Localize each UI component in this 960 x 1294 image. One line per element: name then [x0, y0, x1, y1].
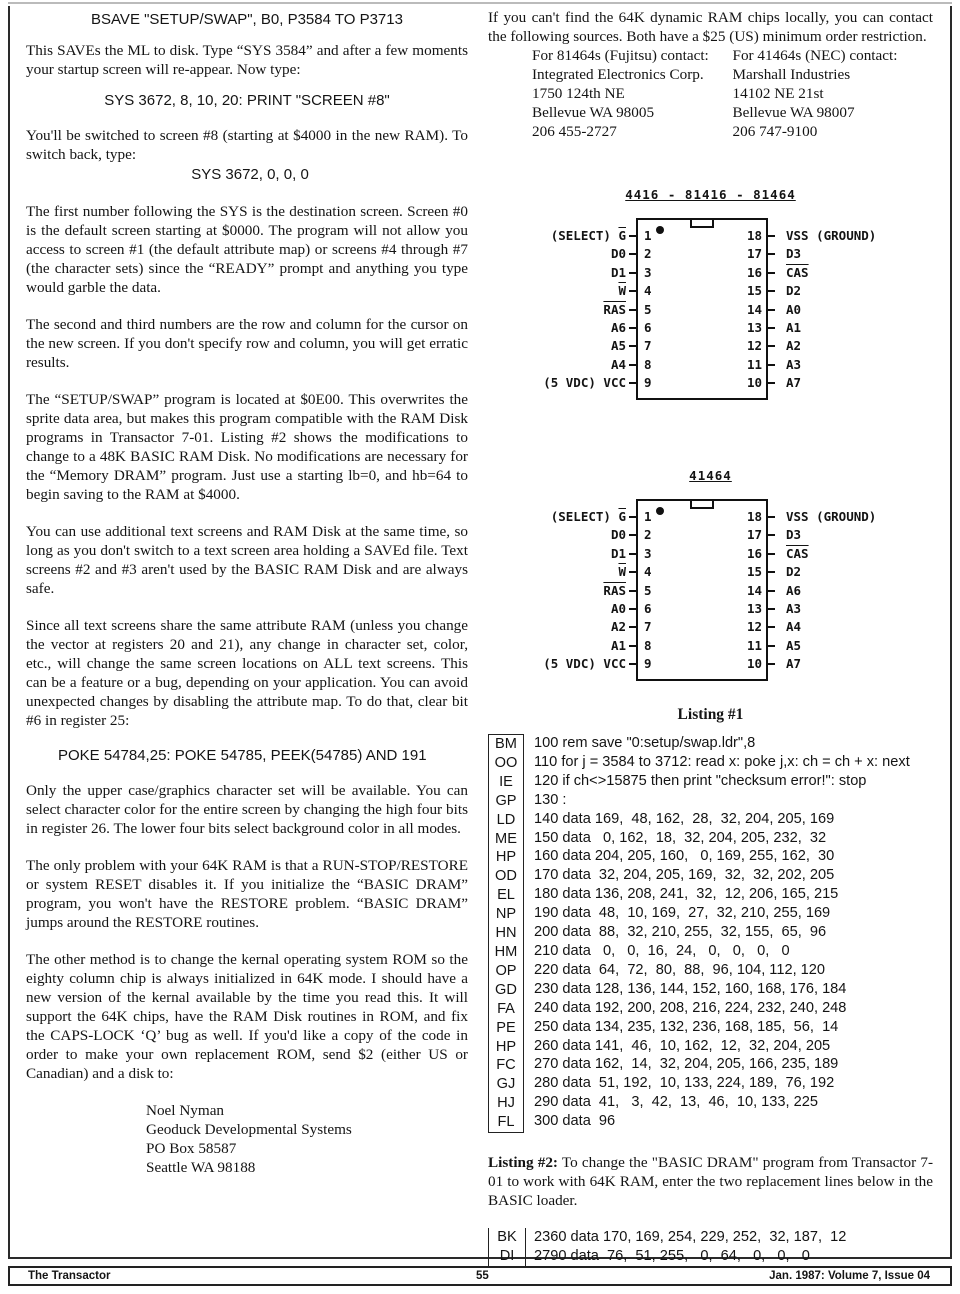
pin-label: A5 — [610, 338, 626, 354]
pin-number: 2 — [644, 527, 652, 543]
code-line: 230 data 128, 136, 144, 152, 160, 168, 176, 184 — [534, 980, 847, 997]
pin-right-17 — [488, 245, 933, 263]
chip-pinout-diagram — [488, 218, 933, 418]
pin-number: 15 — [746, 564, 762, 580]
pin-number: 11 — [746, 356, 762, 372]
pin-label: A1 — [610, 637, 626, 653]
pin-number: 16 — [746, 264, 762, 280]
page-top-rule — [8, 2, 952, 4]
pin-number: 6 — [644, 601, 652, 616]
pin-right-12 — [488, 337, 933, 355]
pin-label: (SELECT) $\overline{G}$ — [550, 509, 626, 524]
pin-right-14 — [488, 582, 933, 600]
paragraph: Since all text screens share the same attribute RAM (unless you change the vector at registers 20 and 21), any change in character set, color, etc., will change the same screen locations on ALL text screens. This can be a feature or a bug, depending on your application. You can avoid unexpected changes by disabling the attribute map. To do that, clear bit #6 in register 25: — [26, 617, 468, 729]
author-address — [146, 1101, 468, 1177]
contact-line: Integrated Electronics Corp. — [532, 66, 704, 83]
chip-pinout-diagram — [488, 499, 933, 699]
pin-number: 14 — [746, 582, 762, 598]
code-line: 2790 data 76, 51, 255, 0, 64, 0, 0, 0 — [534, 1247, 810, 1264]
checksum-code: FL — [497, 1114, 515, 1131]
pin-right-13 — [488, 319, 933, 337]
pin-right-18 — [488, 508, 933, 526]
checksum-code: OP — [495, 962, 517, 979]
checksum-code: NP — [495, 906, 517, 923]
code-poke: POKE 54784,25: POKE 54785, PEEK(54785) AND 191 — [58, 747, 427, 764]
code-line: 150 data 0, 162, 18, 32, 204, 205, 232, 32 — [534, 829, 827, 846]
pin-label: D1 — [610, 545, 626, 561]
pin-label: A0 — [610, 601, 626, 616]
paragraph: The first number following the SYS is the destination screen. Screen #0 is the default screen starting at $0000. The program will not allow you access to screen #1 (the default attribute map) or screens #4 through #7 (the character sets) since the “READY” prompt and anything you type would garble the data. — [26, 203, 468, 296]
pin-label: A2 — [610, 619, 626, 635]
pin-right-15 — [488, 282, 933, 300]
code-line: 270 data 162, 14, 32, 204, 205, 166, 235, 189 — [534, 1056, 839, 1073]
contact-fujitsu — [532, 46, 733, 141]
paragraph: You'll be switched to screen #8 (starting at $4000 in the new RAM). To switch back, type: — [26, 127, 468, 163]
page-footer — [8, 1266, 952, 1286]
code-line: 290 data 41, 3, 42, 13, 46, 10, 133, 225 — [534, 1094, 818, 1111]
code-line: 250 data 134, 235, 132, 236, 168, 185, 56, 14 — [534, 1018, 839, 1035]
pin-number: 16 — [746, 545, 762, 561]
pin-label: $\overline{W}$ — [618, 564, 626, 580]
basic-lines — [524, 734, 910, 1133]
right-column — [488, 8, 933, 1266]
address-line: Noel Nyman — [146, 1102, 225, 1119]
checksum-codes — [488, 734, 524, 1133]
paragraph: If you can't find the 64K dynamic RAM chips locally, you can contact the following sources. Both have a $25 (US) minimum order restriction. — [488, 9, 933, 45]
pin-lead — [768, 382, 775, 384]
listing2-code — [488, 1228, 933, 1266]
pin-lead — [768, 590, 775, 592]
publication-name: The Transactor — [28, 1270, 111, 1282]
pin-number: 7 — [644, 338, 652, 354]
pin-number: 5 — [644, 301, 652, 317]
listing2-label: Listing #2: — [488, 1154, 558, 1172]
code-line: 140 data 169, 48, 162, 28, 32, 204, 205, 169 — [534, 810, 835, 827]
code-line: 180 data 136, 208, 241, 32, 12, 206, 165, 215 — [534, 886, 839, 903]
checksum-code: FC — [496, 1057, 516, 1074]
pin-lead — [768, 309, 775, 311]
pin-number: 3 — [644, 264, 652, 280]
contact-line: Bellevue WA 98007 — [732, 104, 855, 121]
pin-label: A4 — [610, 356, 626, 372]
code-line: 280 data 51, 192, 10, 133, 224, 189, 76, 192 — [534, 1075, 835, 1092]
checksum-code: EL — [497, 887, 515, 904]
code-line: 170 data 32, 204, 205, 169, 32, 32, 202, 205 — [534, 867, 835, 884]
pin-label: $\overline{CAS}$ — [786, 264, 809, 280]
checksum-code: GP — [495, 792, 517, 809]
checksum-code: HM — [494, 943, 518, 960]
pin-number: 14 — [746, 301, 762, 317]
paragraph: The only problem with your 64K RAM is that a RUN-STOP/RESTORE or system RESET disables it. If you initialize the “BASIC DRAM” program, you won't have the RESTORE problem. “BASIC DRAM” jumps around the RESTORE routines. — [26, 857, 468, 931]
pin-number: 9 — [644, 375, 652, 391]
pin-label: $\overline{CAS}$ — [786, 545, 809, 561]
pin-label: A1 — [786, 320, 802, 335]
paragraph: The other method is to change the kernal operating system ROM so the eighty column chip is always initialized in 64K mode. I should have a new version of the kernal available by the time you read this. It will support the 64K chips, have the RAM Disk routines in ROM, and fix the CAPS-LOCK ‘Q’ bug as well. If you'd like a copy of the code in order to make your own replacement ROM, send $2 (either US or Canadian) and a disk to: — [26, 951, 468, 1082]
checksum-code: HP — [495, 1038, 517, 1055]
checksum-code: IE — [499, 773, 513, 790]
paragraph: The “SETUP/SWAP” program is located at $0E00. This overwrites the sprite data area, but makes this program compatible with the RAM Disk programs in Transactor 7-01. Listing #2 shows the modifications to change to a 48K BASIC RAM Disk. No modifications are necessary for the “Memory DRAM” program. Just use a starting lb=0, and hb=64 to begin saving to the RAM at $4000. — [26, 391, 468, 503]
pin-label: (SELECT) $\overline{G}$ — [550, 228, 626, 243]
pin-number: 18 — [746, 509, 762, 524]
code-bsave: BSAVE "SETUP/SWAP", B0, P3584 TO P3713 — [91, 11, 403, 28]
code-line: 220 data 64, 72, 80, 88, 96, 104, 112, 120 — [534, 961, 826, 978]
pin-number: 7 — [644, 619, 652, 635]
pin-number: 10 — [746, 656, 762, 672]
pin-lead — [768, 608, 775, 610]
pin-number: 15 — [746, 283, 762, 299]
pin-number: 8 — [644, 637, 652, 653]
pin-number: 8 — [644, 356, 652, 372]
contact-line: 14102 NE 21st — [732, 85, 824, 102]
pin-label: A3 — [786, 356, 802, 372]
pin-label: D2 — [786, 283, 802, 299]
page-number: 55 — [476, 1270, 489, 1282]
address-line: PO Box 58587 — [146, 1140, 237, 1157]
code-line: 200 data 88, 32, 210, 255, 32, 155, 65, 96 — [534, 924, 827, 941]
pin-lead — [768, 345, 775, 347]
pin-label: A0 — [786, 301, 802, 317]
pin-number: 9 — [644, 656, 652, 672]
pin-label: $\overline{W}$ — [618, 283, 626, 299]
pin-lead — [768, 645, 775, 647]
paragraph: Only the upper case/graphics character set will be available. You can select character color for the entire screen by changing the high four bits in register 26. The lower four bits select background color in all modes. — [26, 782, 468, 837]
code-line: 160 data 204, 205, 160, 0, 169, 255, 162, 30 — [534, 848, 835, 865]
code-line: 110 for j = 3584 to 3712: read x: poke j,x: ch = ch + x: next — [534, 753, 910, 770]
pin-label: A5 — [786, 637, 802, 653]
checksum-code: FA — [497, 1000, 515, 1017]
code-sys-back: SYS 3672, 0, 0, 0 — [191, 166, 309, 183]
pin-number: 3 — [644, 545, 652, 561]
code-line: 190 data 48, 10, 169, 27, 32, 210, 255, 169 — [534, 905, 831, 922]
pin-right-16 — [488, 545, 933, 563]
paragraph: This SAVEs the ML to disk. Type “SYS 3584” and after a few moments your startup screen will re-appear. Now type: — [26, 42, 468, 78]
pin-right-14 — [488, 301, 933, 319]
pin-right-17 — [488, 526, 933, 544]
pin-label: A6 — [610, 320, 626, 335]
pin-right-10 — [488, 374, 933, 392]
pin-label: D0 — [610, 246, 626, 262]
listing1-caption: Listing #1 — [677, 706, 744, 723]
pin-number: 4 — [644, 564, 652, 580]
pin-right-11 — [488, 637, 933, 655]
pin-label: A6 — [786, 582, 802, 598]
pin-number: 1 — [644, 228, 652, 243]
pin-number: 13 — [746, 601, 762, 616]
contact-line: For 81464s (Fujitsu) contact: — [532, 47, 709, 64]
pin-lead — [768, 235, 775, 237]
code-line: 260 data 141, 46, 10, 162, 12, 32, 204, 205 — [534, 1037, 831, 1054]
address-line: Seattle WA 98188 — [146, 1159, 256, 1176]
code-line: 120 if ch<>15875 then print "checksum error!": stop — [534, 772, 867, 789]
pin-number: 11 — [746, 637, 762, 653]
listing1-code — [488, 734, 933, 1133]
pin-number: 4 — [644, 283, 652, 299]
checksum-code: GJ — [496, 1076, 516, 1093]
left-column — [26, 8, 468, 1177]
code-line: 240 data 192, 200, 208, 216, 224, 232, 240, 248 — [534, 999, 847, 1016]
checksum-code: HN — [495, 925, 517, 942]
pin-label: D2 — [786, 564, 802, 580]
paragraph: You can use additional text screens and RAM Disk at the same time, so long as you don't switch to a text screen area holding a SAVEd file. Text screens #2 and #3 aren't used by the BASIC RAM Disk and are always safe. — [26, 523, 468, 597]
pin-lead — [768, 553, 775, 555]
contact-line: Marshall Industries — [732, 66, 851, 83]
chip-diagram-title: 4416 - 81416 - 81464 — [625, 187, 796, 202]
checksum-code: PE — [496, 1019, 516, 1036]
checksum-code: GD — [495, 981, 517, 998]
checksum-code: BM — [495, 736, 517, 752]
pin-number: 18 — [746, 228, 762, 243]
contact-line: Bellevue WA 98005 — [532, 104, 655, 121]
pin-lead — [768, 663, 775, 665]
pin-right-10 — [488, 655, 933, 673]
issue-info: Jan. 1987: Volume 7, Issue 04 — [769, 1270, 930, 1282]
contact-line: For 41464s (NEC) contact: — [732, 47, 898, 64]
pin-lead — [768, 364, 775, 366]
contact-nec — [733, 46, 934, 141]
pin-right-18 — [488, 227, 933, 245]
pin-lead — [768, 626, 775, 628]
checksum-codes — [488, 1228, 526, 1266]
pin-number: 17 — [746, 527, 762, 543]
pin-label: A7 — [786, 656, 802, 672]
pin-lead — [768, 290, 775, 292]
code-line: 130 : — [534, 791, 567, 808]
pin-label: D0 — [610, 527, 626, 543]
pin-lead — [768, 272, 775, 274]
pin-number: 2 — [644, 246, 652, 262]
pin-label: VSS (GROUND) — [786, 228, 877, 243]
supplier-contacts — [532, 46, 933, 141]
contact-line: 206 747-9100 — [732, 123, 818, 140]
pin-label: $\overline{RAS}$ — [603, 582, 626, 598]
checksum-code: ME — [495, 830, 517, 847]
pin-right-11 — [488, 356, 933, 374]
code-line: 2360 data 170, 169, 254, 229, 252, 32, 187, 12 — [534, 1229, 847, 1246]
code-line: 300 data 96 — [534, 1113, 616, 1130]
pin-lead — [768, 327, 775, 329]
code-line: 210 data 0, 0, 16, 24, 0, 0, 0, 0 — [534, 942, 790, 959]
checksum-code: OD — [495, 868, 517, 885]
pin-label: A4 — [786, 619, 802, 635]
checksum-code: LD — [496, 811, 516, 828]
pin-number: 12 — [746, 619, 762, 635]
pin-number: 6 — [644, 320, 652, 335]
code-line: 100 rem save "0:setup/swap.ldr",8 — [534, 735, 756, 751]
checksum-code: BK — [497, 1229, 517, 1246]
pin-lead — [768, 534, 775, 536]
chip-diagram-title: 41464 — [689, 468, 732, 483]
basic-lines — [526, 1228, 846, 1266]
pin-label: D3 — [786, 527, 802, 543]
pin-right-13 — [488, 600, 933, 618]
contact-line: 206 455-2727 — [532, 123, 617, 140]
pin-number: 17 — [746, 246, 762, 262]
pin-label: (5 VDC) VCC — [543, 375, 626, 391]
pin-number: 13 — [746, 320, 762, 335]
paragraph: The second and third numbers are the row and column for the cursor on the new screen. If you don't specify row and column, you will get erratic results. — [26, 316, 468, 371]
pin-label: D1 — [610, 264, 626, 280]
pin-lead — [768, 571, 775, 573]
code-sys-screen8: SYS 3672, 8, 10, 20: PRINT "SCREEN #8" — [104, 92, 390, 109]
pin-number: 10 — [746, 375, 762, 391]
pin-label: D3 — [786, 246, 802, 262]
listing2-description — [488, 1153, 933, 1210]
listing2-text: To change the "BASIC DRAM" program from Transactor 7-01 to work with 64K RAM, enter the two replacement lines below in the BASIC loader. — [488, 1154, 934, 1210]
pin-right-16 — [488, 264, 933, 282]
pin-right-12 — [488, 618, 933, 636]
pin-number: 12 — [746, 338, 762, 354]
checksum-code: DI — [499, 1247, 515, 1264]
pin-lead — [768, 253, 775, 255]
pin-label: (5 VDC) VCC — [543, 656, 626, 672]
pin-label: A3 — [786, 601, 802, 616]
pin-lead — [768, 516, 775, 518]
pin-number: 1 — [644, 509, 652, 524]
pin-right-15 — [488, 563, 933, 581]
checksum-code: HJ — [497, 1095, 515, 1112]
pin-label: A7 — [786, 375, 802, 391]
checksum-code: OO — [494, 754, 518, 771]
pin-number: 5 — [644, 582, 652, 598]
pin-label: A2 — [786, 338, 802, 354]
pin-label: VSS (GROUND) — [786, 509, 877, 524]
address-line: Geoduck Developmental Systems — [146, 1121, 352, 1138]
contact-line: 1750 124th NE — [532, 85, 625, 102]
checksum-code: HP — [495, 849, 517, 866]
pin-label: $\overline{RAS}$ — [603, 301, 626, 317]
